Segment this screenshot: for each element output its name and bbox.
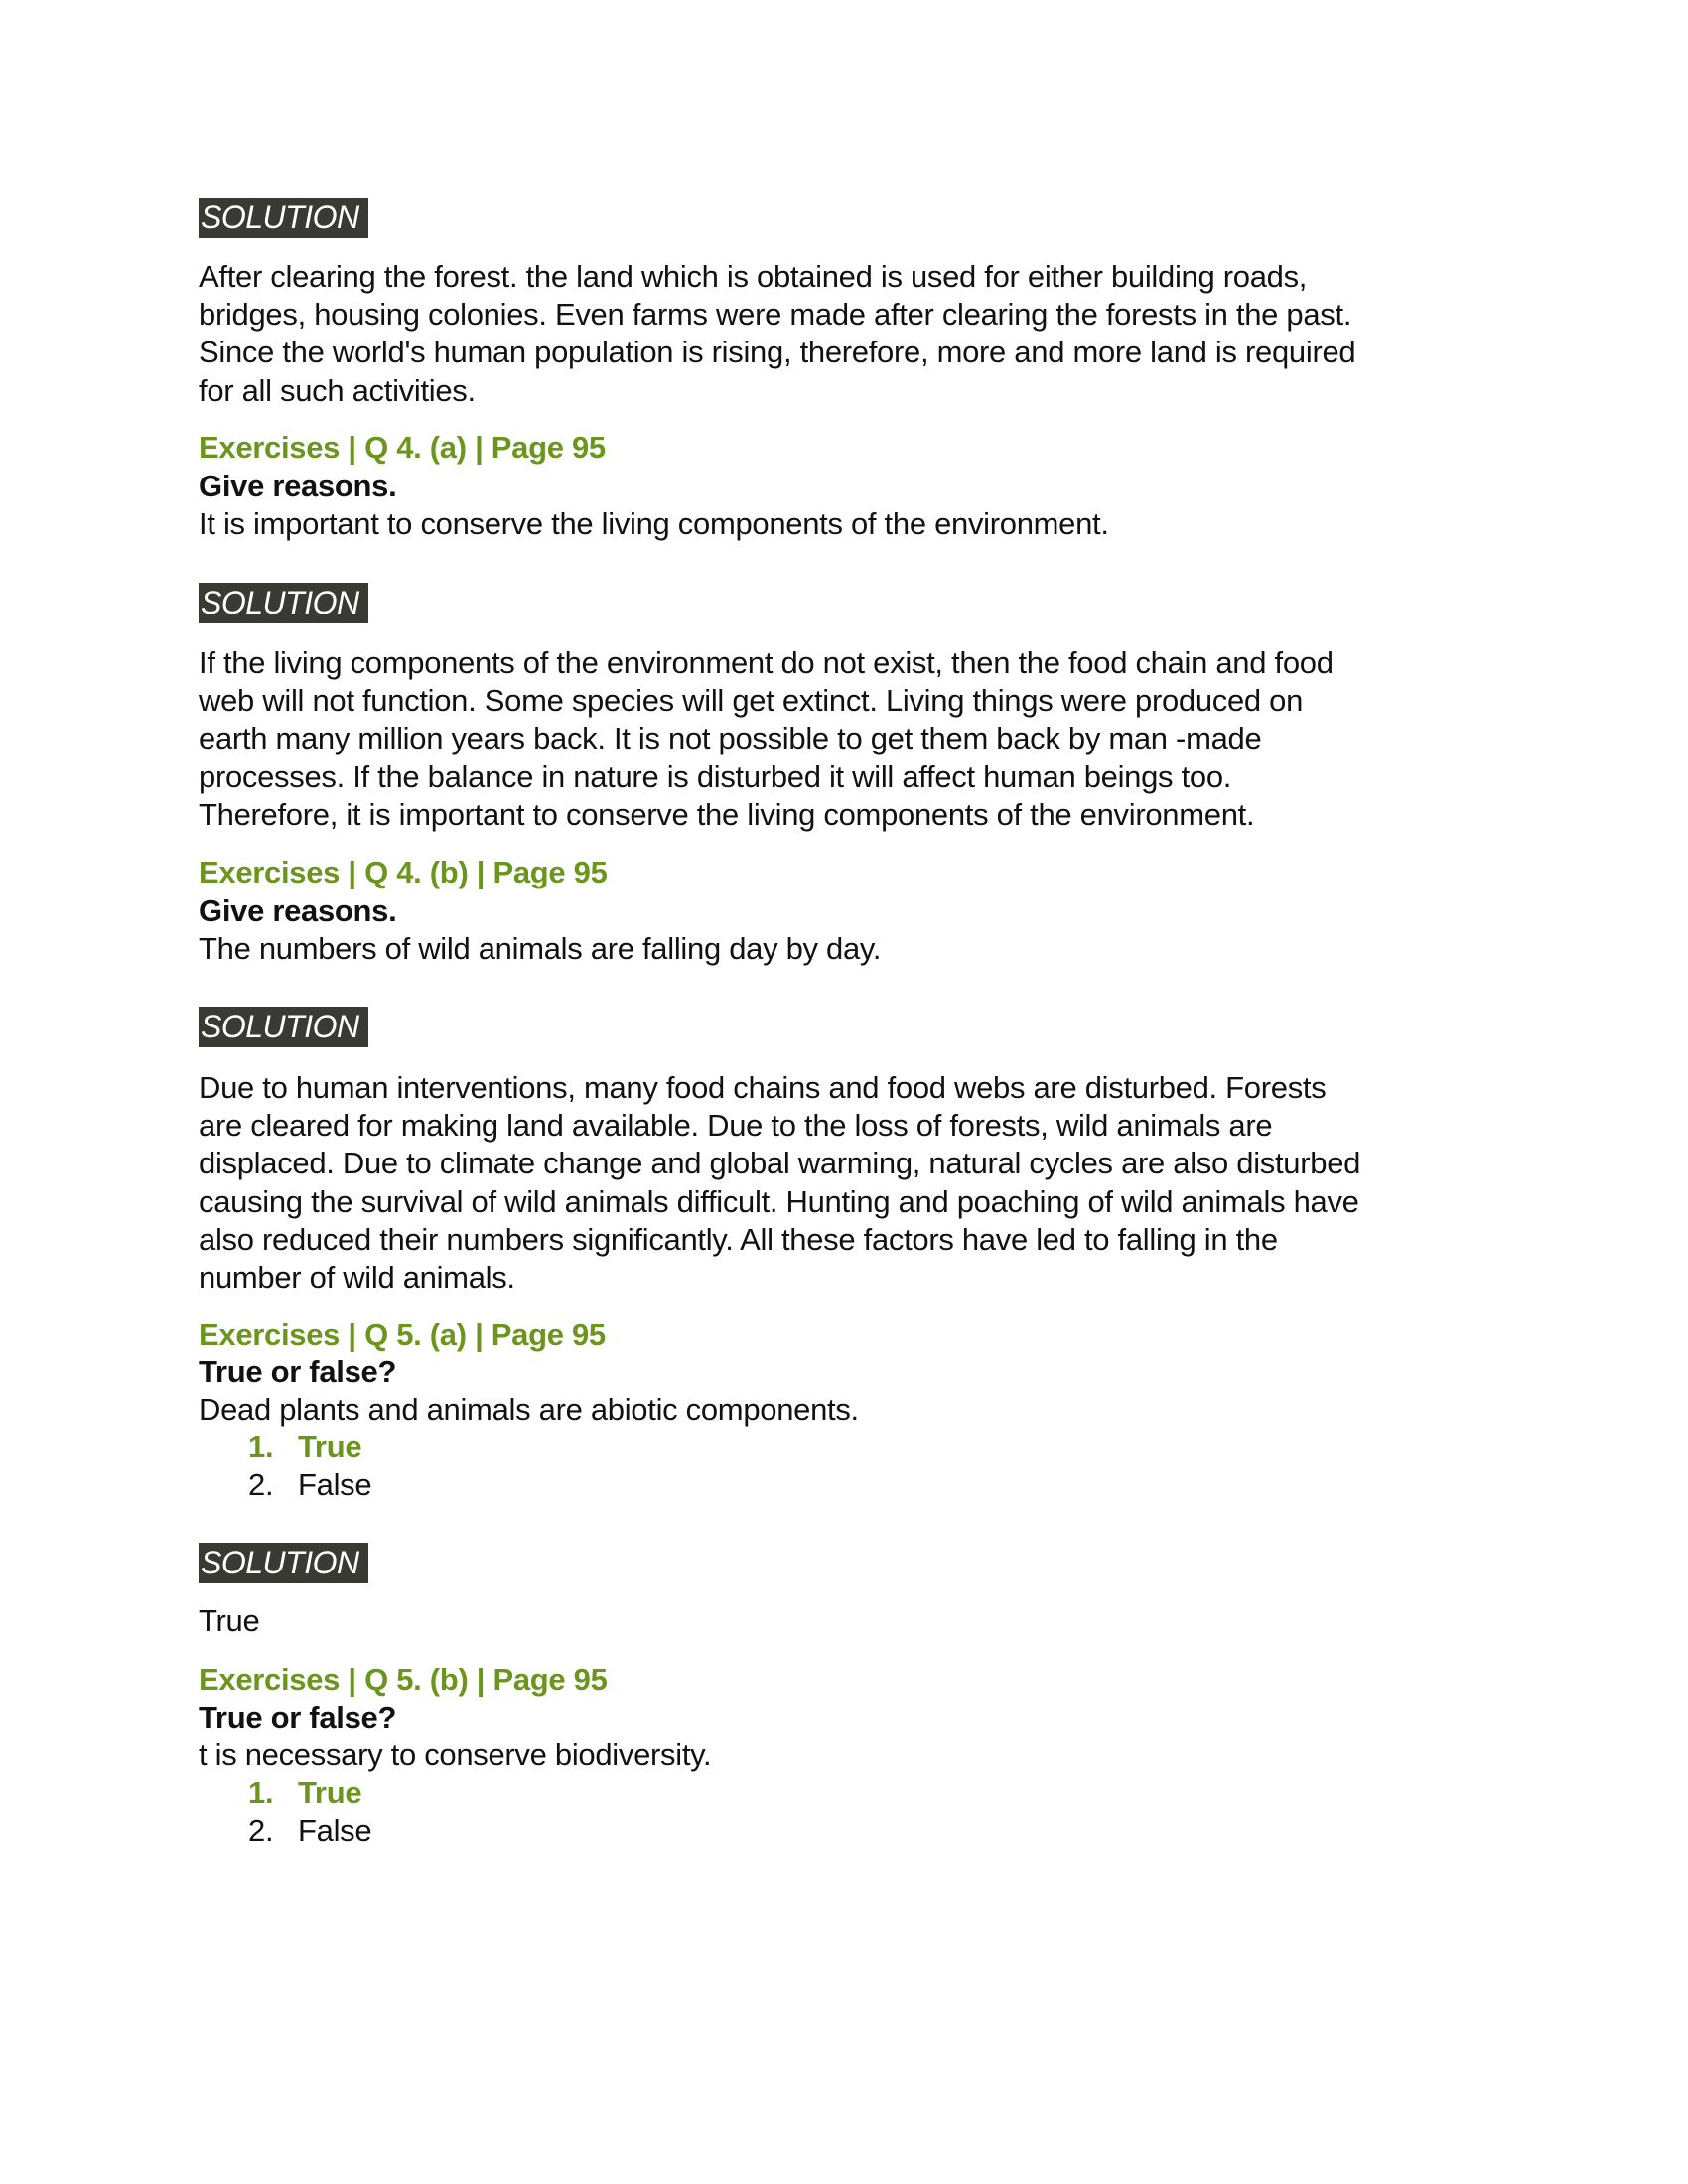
solution-line: Therefore, it is important to conserve the living components of the environment. — [199, 796, 1255, 832]
question-heading: Exercises | Q 4. (b) | Page 95 — [199, 855, 608, 889]
solution-label: SOLUTION — [199, 1543, 368, 1583]
solution-line: After clearing the forest. the land which is obtained is used for either building roads, — [199, 259, 1308, 294]
solution-line: Due to human interventions, many food chains and food webs are disturbed. Forests — [199, 1070, 1327, 1105]
option-number: 1. — [248, 1430, 274, 1464]
solution-line: are cleared for making land available. Due to the loss of forests, wild animals are — [199, 1108, 1273, 1144]
option-label: True — [298, 1430, 362, 1464]
option-number: 2. — [248, 1813, 274, 1847]
option-number: 1. — [248, 1775, 274, 1810]
option-label: False — [298, 1467, 372, 1502]
solution-text — [199, 258, 1489, 410]
solution-label: SOLUTION — [199, 198, 368, 238]
option-label: False — [298, 1813, 372, 1847]
solution-line: Since the world's human population is rising, therefore, more and more land is required — [199, 335, 1356, 370]
question-text: Dead plants and animals are abiotic components. — [199, 1392, 859, 1427]
question-text: t is necessary to conserve biodiversity. — [199, 1737, 712, 1772]
option-item — [0, 1812, 596, 1849]
option-item — [0, 1466, 596, 1504]
solution-line: earth many million years back. It is not possible to get them back by man -made — [199, 721, 1262, 756]
question-heading: Exercises | Q 5. (b) | Page 95 — [199, 1662, 608, 1697]
solution-line: also reduced their numbers significantly. All these factors have led to falling in the — [199, 1221, 1278, 1257]
solution-text: True — [199, 1603, 260, 1638]
question-prompt: True or false? — [199, 1701, 397, 1735]
solution-line: displaced. Due to climate change and global warming, natural cycles are also disturbed — [199, 1146, 1361, 1181]
solution-text — [199, 644, 1489, 834]
question-text: It is important to conserve the living components of the environment. — [199, 506, 1109, 541]
solution-line: causing the survival of wild animals difficult. Hunting and poaching of wild animals have — [199, 1183, 1359, 1219]
question-prompt: Give reasons. — [199, 469, 397, 503]
option-item-correct — [0, 1774, 596, 1812]
option-item-correct — [0, 1429, 596, 1466]
question-heading: Exercises | Q 4. (a) | Page 95 — [199, 430, 606, 465]
solution-line: for all such activities. — [199, 372, 476, 408]
question-prompt: Give reasons. — [199, 893, 397, 928]
solution-line: number of wild animals. — [199, 1259, 515, 1295]
solution-line: processes. If the balance in nature is disturbed it will affect human beings too. — [199, 758, 1232, 794]
question-text: The numbers of wild animals are falling day by day. — [199, 931, 882, 966]
solution-text — [199, 1069, 1489, 1297]
solution-line: web will not function. Some species will get extinct. Living things were produced on — [199, 683, 1304, 719]
question-heading: Exercises | Q 5. (a) | Page 95 — [199, 1317, 606, 1352]
solution-label: SOLUTION — [199, 1007, 368, 1047]
question-prompt: True or false? — [199, 1354, 397, 1389]
option-label: True — [298, 1775, 362, 1810]
solution-line: bridges, housing colonies. Even farms were made after clearing the forests in the past. — [199, 297, 1352, 333]
solution-line: If the living components of the environment do not exist, then the food chain and food — [199, 645, 1334, 680]
solution-label: SOLUTION — [199, 583, 368, 623]
option-number: 2. — [248, 1467, 274, 1502]
